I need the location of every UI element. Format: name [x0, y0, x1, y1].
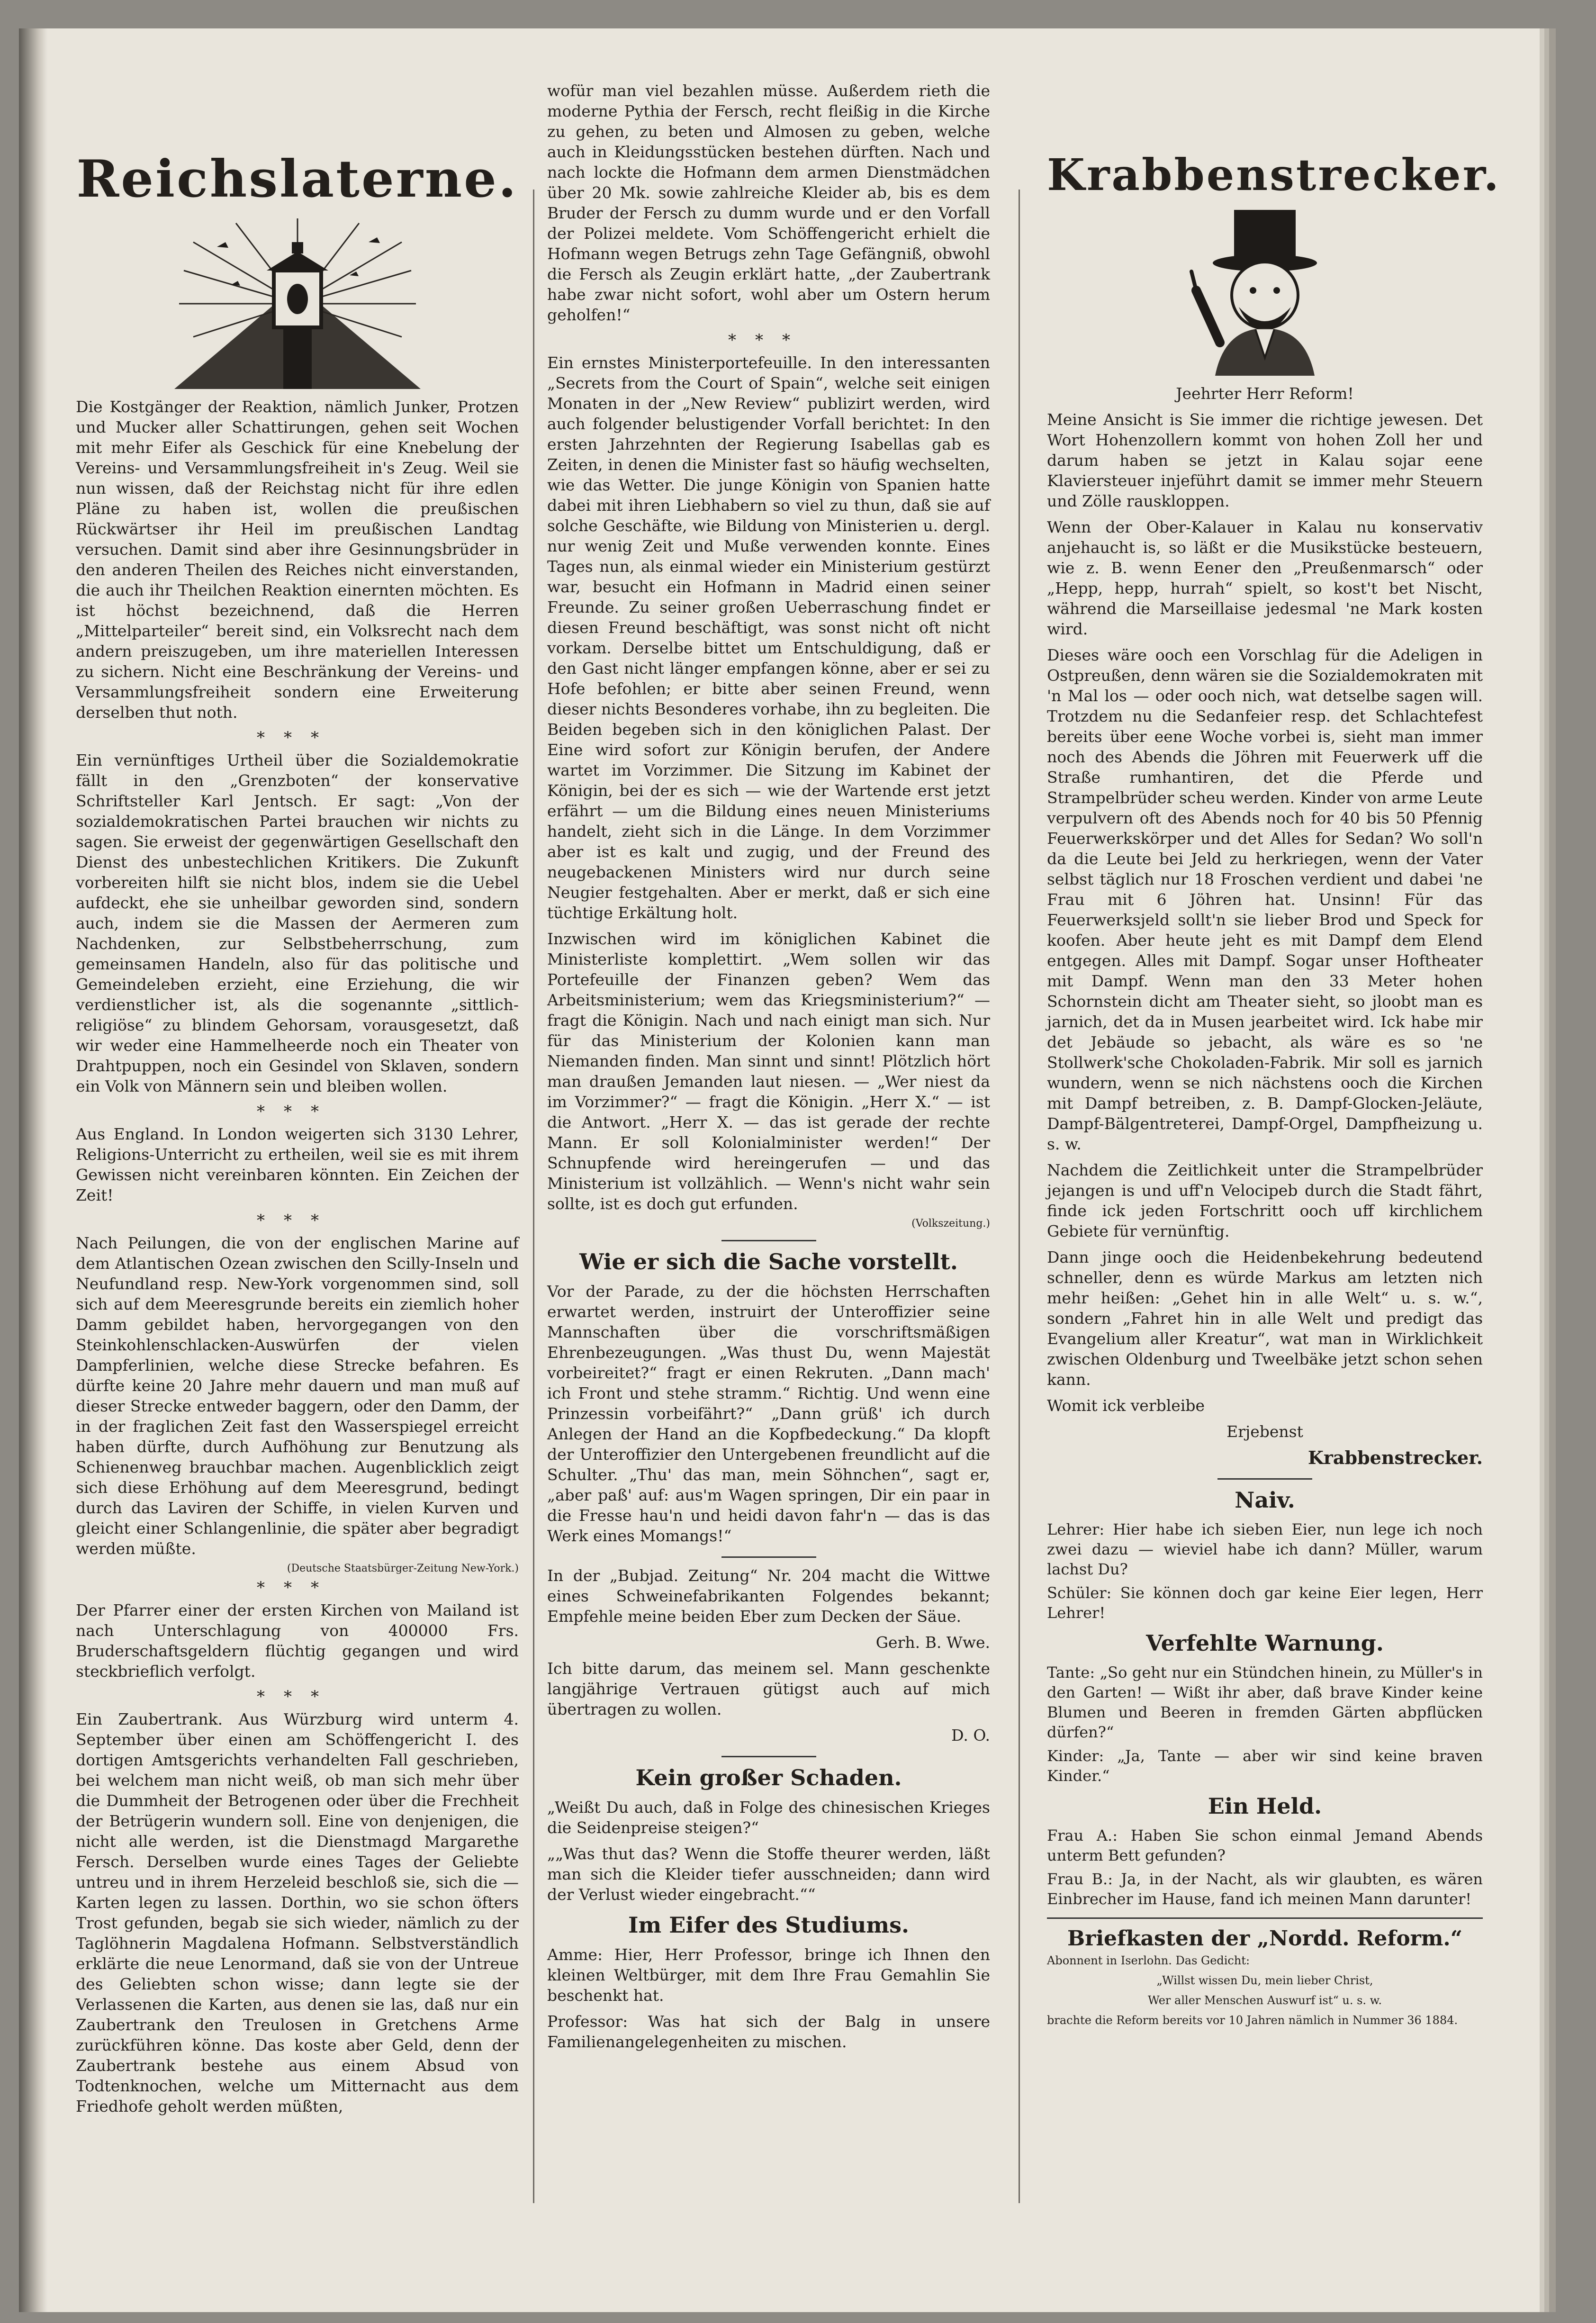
held-frau-b: Frau B.: Ja, in der Nacht, als wir glaubten, es wären Einbrecher im Hause, fand ich meinen Mann darunter! — [1047, 1870, 1483, 1908]
page-fold-shadow — [19, 28, 47, 2312]
top-hat-man-icon — [1163, 205, 1367, 376]
article-reaktion: Die Kostgänger der Reaktion, nämlich Junker, Protzen und Mucker aller Schattirungen, gehen seit Wochen mit mehr Eifer als Geschick für eine Knebelung der Vereins- und Versammlungsfreiheit in's Zeug. Weil sie nun wissen, daß der Reichstag nicht für ihre edlen Pläne zu haben ist, wollen die preußischen Rückwärtser ihr Heil im preußischen Landtag versuchen. Damit sind aber ihre Gesinnungsbrüder in den anderen Theilen des Reiches nicht einverstanden, die auch ihr Theilchen Reaktion einernten möchten. Es ist höchst bezeichnend, daß die Herren „Mittelparteiler“ bereit sind, ein Volksrecht nach dem andern preiszugeben, um ihre materiellen Interessen zu sichern. Nicht eine Beschränkung der Vereins- und Versammlungsfreiheit sondern eine Erweiterung derselben thut noth. — [76, 398, 519, 722]
separator-stars: *** — [257, 1687, 338, 1706]
separator-stars: *** — [728, 331, 809, 350]
letter-p2: Wenn der Ober-Kalauer in Kalau nu konservativ anjehaucht is, so läßt er die Musikstücke besteuern, wie z. B. wenn Eener den „Preußenmarsch“ oder „Hepp, hepp, hurrah“ spielt, so kost't bet Nischt, während die Marseillaise jedesmal 'ne Mark kosten wird. — [1047, 518, 1483, 638]
source-note: (Deutsche Staatsbürger-Zeitung New-York.) — [287, 1563, 519, 1574]
article-meeresgrund: Nach Peilungen, die von der englischen Marine auf dem Atlantischen Ozean zwischen den Scilly-Inseln und Neufundland resp. New-York vorgenommen sind, soll sich auf dem Meeresgrunde bereits ein ziemlich hoher Damm gebildet haben, hervorgegangen von den Steinkohlenschlacken-Auswürfen der vielen Dampferlinien, welche diese Strecke befahren. Es dürfte keine 20 Jahre mehr dauern und man muß auf dieser Strecke entweder baggern, oder den Damm, der in der fraglichen Zeit fast den Wasserspiegel erreicht haben dürfte, durch Aufhöhung zur Benutzung als Schienenweg brauchbar machen. Augenblicklich zeigt sich diese Erhöhung auf dem Meeresgrund, bedingt durch das Laviren der Schiffe, in vielen Kurven und gleicht einer Schlangenlinie, die später aber begradigt werden müßte. — [76, 1234, 519, 1558]
held-frau-a: Frau A.: Haben Sie schon einmal Jemand Abends unterm Bett gefunden? — [1047, 1826, 1483, 1864]
section-rule — [721, 1240, 816, 1241]
section-title: Reichslaterne. — [76, 149, 518, 209]
column-krabbenstrecker — [1047, 149, 1501, 2033]
briefkasten-line-2: „Willst wissen Du, mein lieber Christ, — [1156, 1974, 1373, 1987]
warnung-tante: Tante: „So geht nur ein Stündchen hinein, zu Müller's in den Garten! — Wißt ihr aber, daß brave Kinder keine Blumen und Beeren in fremden Gärten abpflücken dürfen?“ — [1047, 1663, 1483, 1741]
naiv-lehrer: Lehrer: Hier habe ich sieben Eier, nun lege ich noch zwei dazu — wieviel habe ich dann? Müller, warum lachst Du? — [1047, 1520, 1483, 1578]
briefkasten-line-1: Abonnent in Iserlohn. Das Gedicht: — [1047, 1954, 1250, 1967]
letter-p3: Dieses wäre ooch een Vorschlag für die Adeligen in Ostpreußen, denn wären sie die Sozialdemokraten mit 'n Mal los — oder ooch nich, wat detselbe sagen will. Trotzdem nu die Sedanfeier resp. det Schlachtefest bereits über eene Woche vorbei is, sieht man immer noch des Abends die Jöhren mit Feuerwerk uff die Straße rumhantiren, det die Pferde und Strampelbrüder scheu werden. Kinder von arme Leute verpulvern oft des Abends noch for 40 bis 50 Pfennig Feuerwerkskörper und det Alles for Sedan? Wo soll'n da die Leute bei Jeld zu herkriegen, wenn der Vater selbst täglich nur 18 Froschen verdient und dabei 'ne Frau mit 6 Jöhren hat. Unsinn! Für das Feuerwerksjeld sollt'n sie lieber Brod und Speck for koofen. Aber heute jeht es mit Dampf dem Elend entgegen. Alles mit Dampf. Sogar unser Hoftheater mit Dampf. Wenn man den 33 Meter hohen Schornstein dicht am Theater sieht, so jloobt man es jarnich, det da in Musen jearbeitet wird. Ick habe mir det Jebäude so jebacht, als wäre es so 'ne Stollwerk'sche Chokoladen-Fabrik. Mir soll es jarnich wundern, wenn se nich nächstens ooch die Kirchen mit Dampf betreiben, z. B. Dampf-Glocken-Jeläute, Dampf-Bälgentreterei, Dampf-Orgel, Dampfheizung u. s. w. — [1047, 646, 1483, 1153]
article-pfarrer: Der Pfarrer einer der ersten Kirchen von Mailand ist nach Unterschlagung von 400000 Frs. Bruderschaftsgeldern flüchtig gegangen und wird steckbrieflich verfolgt. — [76, 1601, 519, 1681]
heading-held: Ein Held. — [1208, 1793, 1322, 1819]
column-rule — [533, 190, 534, 2203]
letter-p1: Meine Ansicht is Sie immer die richtige jewesen. Det Wort Hohenzollern kommt von hohen Zoll her und darum haben se jetzt in Kalau sojar eene Klaviersteuer injeführt damit se immer mehr Steuern und Zölle rauskloppen. — [1047, 410, 1483, 510]
article-professor: Professor: Was hat sich der Balg in unsere Familienangelegenheiten zu mischen. — [547, 2012, 990, 2051]
separator-stars: *** — [257, 1211, 338, 1230]
letter-p5: Dann jinge ooch die Heidenbekehrung bedeutend schneller, denn es würde Markus am letzten nich mehr heißen: „Gehet hin in alle Welt“ u. s. w.“, sondern „Fahret hin in alle Welt und predigt das Evangelium aller Kreatur“, wat man in Wirklichkeit zwischen Oldenburg und Tweelbäke jetzt schon sehen kann. — [1047, 1248, 1483, 1389]
heading-briefkasten: Briefkasten der „Nordd. Reform.“ — [1047, 1917, 1483, 1951]
letter-salutation: Jeehrter Herr Reform! — [1176, 384, 1354, 403]
article-seide-2: „„Was thut das? Wenn die Stoffe theurer werden, läßt man sich die Kleider tiefer ausschneiden; dann wird der Verlust wieder eingebracht.““ — [547, 1844, 990, 1904]
article-anzeige: In der „Bubjad. Zeitung“ Nr. 204 macht die Wittwe eines Schweinefabrikanten Folgendes bekannt; Empfehle meine beiden Eber zum Decken der Säue. — [547, 1566, 990, 1626]
heading-naiv: Naiv. — [1235, 1487, 1295, 1513]
briefkasten-line-3: Wer aller Menschen Auswurf ist“ u. s. w. — [1148, 1994, 1382, 2007]
section-rule — [721, 1756, 816, 1757]
article-england: Aus England. In London weigerten sich 3130 Lehrer, Religions-Unterricht zu ertheilen, weil sie es mit ihrem Gewissen nicht vereinbaren könnten. Ein Zeichen der Zeit! — [76, 1125, 519, 1204]
article-ministerliste: Inzwischen wird im königlichen Kabinet die Ministerliste komplettirt. „Wem sollen wir das Portefeuille der Finanzen geben? Wem das Arbeitsministerium; wem das Kriegsministerium?“ — fragt die Königin. Nach und nach einigt man sich. Nur für das Ministerium der Kolonien kann man Niemanden finden. Man sinnt und sinnt! Plötzlich hört man draußen Jemanden laut niesen. — „Wer niest da im Vorzimmer?“ — fragt die Königin. „Herr X.“ — ist die Antwort. „Herr X. — das ist gerade der rechte Mann. Er soll Kolonialminister werden!“ Der Schnupfende wird hereingerufen — und das Ministerium ist vollzählich. — Wenn's nicht wahr sein sollte, ist es doch gut erfunden. — [547, 930, 990, 1213]
article-zaubertrank-cont: wofür man viel bezahlen müsse. Außerdem rieth die moderne Pythia der Fersch, recht fleißig in die Kirche zu gehen, zu beten und Almosen zu geben, welche auch in Kleidungsstücken bestehen dürften. Nach und nach lockte die Hofmann dem armen Dienstmädchen über 20 Mk. sowie zahlreiche Kleider ab, bis es dem Bruder der Fersch zu dumm wurde und er den Vorfall der Polizei meldete. Vom Schöffengericht erhielt die Hofmann wegen Betrugs zehn Tage Gefängniß, obwohl die Fersch als Zeugin erklärt hatte, „der Zaubertrank habe zwar nicht sofort, wohl aber um Ostern herum geholfen!“ — [547, 81, 990, 324]
section-rule — [721, 1556, 816, 1558]
heading-studium: Im Eifer des Studiums. — [628, 1912, 909, 1938]
column-middle — [547, 81, 990, 2058]
naiv-schueler: Schüler: Sie können doch gar keine Eier legen, Herr Lehrer! — [1047, 1584, 1483, 1622]
newspaper-page — [19, 28, 1540, 2312]
article-seide-1: „Weißt Du auch, daß in Folge des chinesischen Krieges die Seidenpreise steigen?“ — [547, 1798, 990, 1837]
street-lantern-icon — [165, 214, 430, 389]
article-jentsch: Ein vernünftiges Urtheil über die Sozialdemokratie fällt in den „Grenzboten“ der konservative Schriftsteller Karl Jentsch. Er sagt: „Von der sozialdemokratischen Partei brauchen wir nichts zu sagen. Sie erweist der gegenwärtigen Gesellschaft den Dienst des unbestechlichen Kritikers. Die Zukunft vorbereiten hilft sie nicht blos, indem sie die Uebel aufdeckt, ehe sie unheilbar geworden sind, sondern auch, indem sie die Massen der Aermeren zum Nachdenken, zur Selbstbeherrschung, zum gemeinsamen Handeln, also für das politische und Gemeindeleben erzieht, eine Erziehung, die wir verdienstlicher ist, als die sogenannte „sittlich-religiöse“ zu blindem Gehorsam, vorausgesetzt, daß wir weder eine Hammelheerde noch ein Theater von Drahtpuppen, noch ein Gesindel von Sklaven, sondern ein Volk von Männern sein und bleiben wollen. — [76, 751, 519, 1095]
letter-closing: Erjebenst — [1226, 1422, 1303, 1441]
separator-stars: *** — [257, 1578, 338, 1597]
column-reichslaterne — [76, 149, 519, 2122]
warnung-kinder: Kinder: „Ja, Tante — aber wir sind keine braven Kinder.“ — [1047, 1747, 1483, 1785]
letter-p6: Womit ick verbleibe — [1047, 1396, 1205, 1415]
article-parade: Vor der Parade, zu der die höchsten Herrschaften erwartet werden, instruirt der Unteroffizier seine Mannschaften über die vorschriftsmäßigen Ehrenbezeugungen. „Was thust Du, wenn Majestät vorbeireitet?“ fragt er einen Rekruten. „Dann mach' ich Front und stehe stramm.“ Richtig. Und wenn eine Prinzessin vorbeifährt?“ „Dann grüß' ich durch Anlegen der Hand an die Kopfbedeckung.“ Da klopft der Unteroffizier den Untergebenen freundlicht auf die Schulter. „Thu' das man, mein Söhnchen“, sagt er, „aber paß' auf: aus'm Wagen springen, Dir ein paar in die Fresse hau'n und heidi davon fahr'n — das is das Werk eines Momangs!“ — [547, 1282, 990, 1545]
article-ministerportefeuille: Ein ernstes Ministerportefeuille. In den interessanten „Secrets from the Court of Spain“, welche seit einigen Monaten in der „New Review“ publizirt werden, wird auch folgender belustigender Vorfall berichtet: In den ersten Jahrzehnten der Regierung Isabellas gab es Zeiten, in denen die Minister fast so häufig wechselten, wie das Wetter. Die junge Königin von Spanien hatte dabei mit ihren Liebhabern so viel zu thun, daß sie auf solche Geschäfte, wie Bildung von Ministerien u. dergl. nur wenig Zeit und Muße verwenden konnte. Eines Tages nun, als einmal wieder ein Ministerium gestürzt war, besucht ein Hofmann in Madrid einen seiner Freunde. Zu seiner großen Ueberraschung findet er diesen Freund beschäftigt, was sonst nicht oft nicht vorkam. Derselbe bittet um Entschuldigung, daß er den Gast nicht länger empfangen könne, aber er sei zu Hofe befohlen; er bitte aber seinen Freund, wenn dieser nichts Besonderes vorhabe, ihn zu begleiten. Die Beiden begeben sich in den königlichen Palast. Der Eine wird sofort zur Königin berufen, der Andere wartet im Vorzimmer. Die Sitzung im Kabinet der Königin, bei der es sich — wie der Wartende erst jetzt erfährt — um die Bildung eines neuen Ministeriums handelt, zieht sich in die Länge. In dem Vorzimmer aber ist es kalt und zugig, und der Freund des neugebackenen Ministers wird nur durch seine Neugier festgehalten. Aber er merkt, daß er sich eine tüchtige Erkältung holt. — [547, 353, 990, 922]
article-vertrauen: Ich bitte darum, das meinem sel. Mann geschenkte langjährige Vertrauen gütigst auch auf mich übertragen zu wollen. — [547, 1659, 990, 1718]
source-note: (Volkszeitung.) — [911, 1218, 990, 1229]
heading-warnung: Verfehlte Warnung. — [1146, 1630, 1384, 1656]
article-zaubertrank: Ein Zaubertrank. Aus Würzburg wird unterm 4. September über einen am Schöffengericht I. des dortigen Amtsgerichts verhandelten Fall geschrieben, bei welchem man nicht weiß, ob man sich mehr über die Dummheit der Betrogenen oder über die Frechheit der Betrügerin wundern soll. Eine von denjenigen, die nicht alle werden, ist die Dienstmagd Margarethe Fersch. Derselben wurde eines Tages der Geliebte untreu und in ihrem Herzeleid beschloß sie, sich die — Karten legen zu lassen. Dorthin, wo sie schon öfters Trost gefunden, begab sie sich wieder, nämlich zu der Taglöhnerin Magdalena Hofmann. Selbstverständlich erklärte die neue Lenormand, daß sie von der Untreue des Geliebten schon wisse; dann legte sie der Verlassenen die Karten, aus denen sie las, daß nur ein Zaubertrank den Treulosen in Gretchens Arme zurückführen könne. Das koste aber Geld, denn der Zaubertrank bestehe aus einem Absud von Todtenknochen, welche um Mitternacht aus dem Friedhofe geholt werden müßten, — [76, 1710, 519, 2115]
separator-stars: *** — [257, 1102, 338, 1121]
anzeige-signature: Gerh. B. Wwe. — [875, 1633, 990, 1652]
vertrauen-signature: D. O. — [951, 1726, 990, 1745]
separator-stars: *** — [257, 728, 338, 747]
section-title: Krabbenstrecker. — [1047, 149, 1501, 200]
briefkasten-line-4: brachte die Reform bereits vor 10 Jahren nämlich in Nummer 36 1884. — [1047, 2014, 1458, 2027]
article-amme: Amme: Hier, Herr Professor, bringe ich Ihnen den kleinen Weltbürger, mit dem Ihre Frau Gemahlin Sie beschenkt hat. — [547, 1945, 990, 2005]
section-rule — [1217, 1478, 1312, 1480]
letter-signature: Krabbenstrecker. — [1307, 1447, 1483, 1468]
column-rule — [1019, 190, 1020, 2203]
heading-vorstellt: Wie er sich die Sache vorstellt. — [579, 1249, 958, 1274]
letter-p4: Nachdem die Zeitlichkeit unter die Strampelbrüder jejangen is und uff'n Velocipeb durch die Stadt fährt, finde ick jeden Fortschritt ooch uff kirchlichem Gebiete für vernünftig. — [1047, 1161, 1483, 1240]
heading-schaden: Kein großer Schaden. — [635, 1765, 902, 1790]
